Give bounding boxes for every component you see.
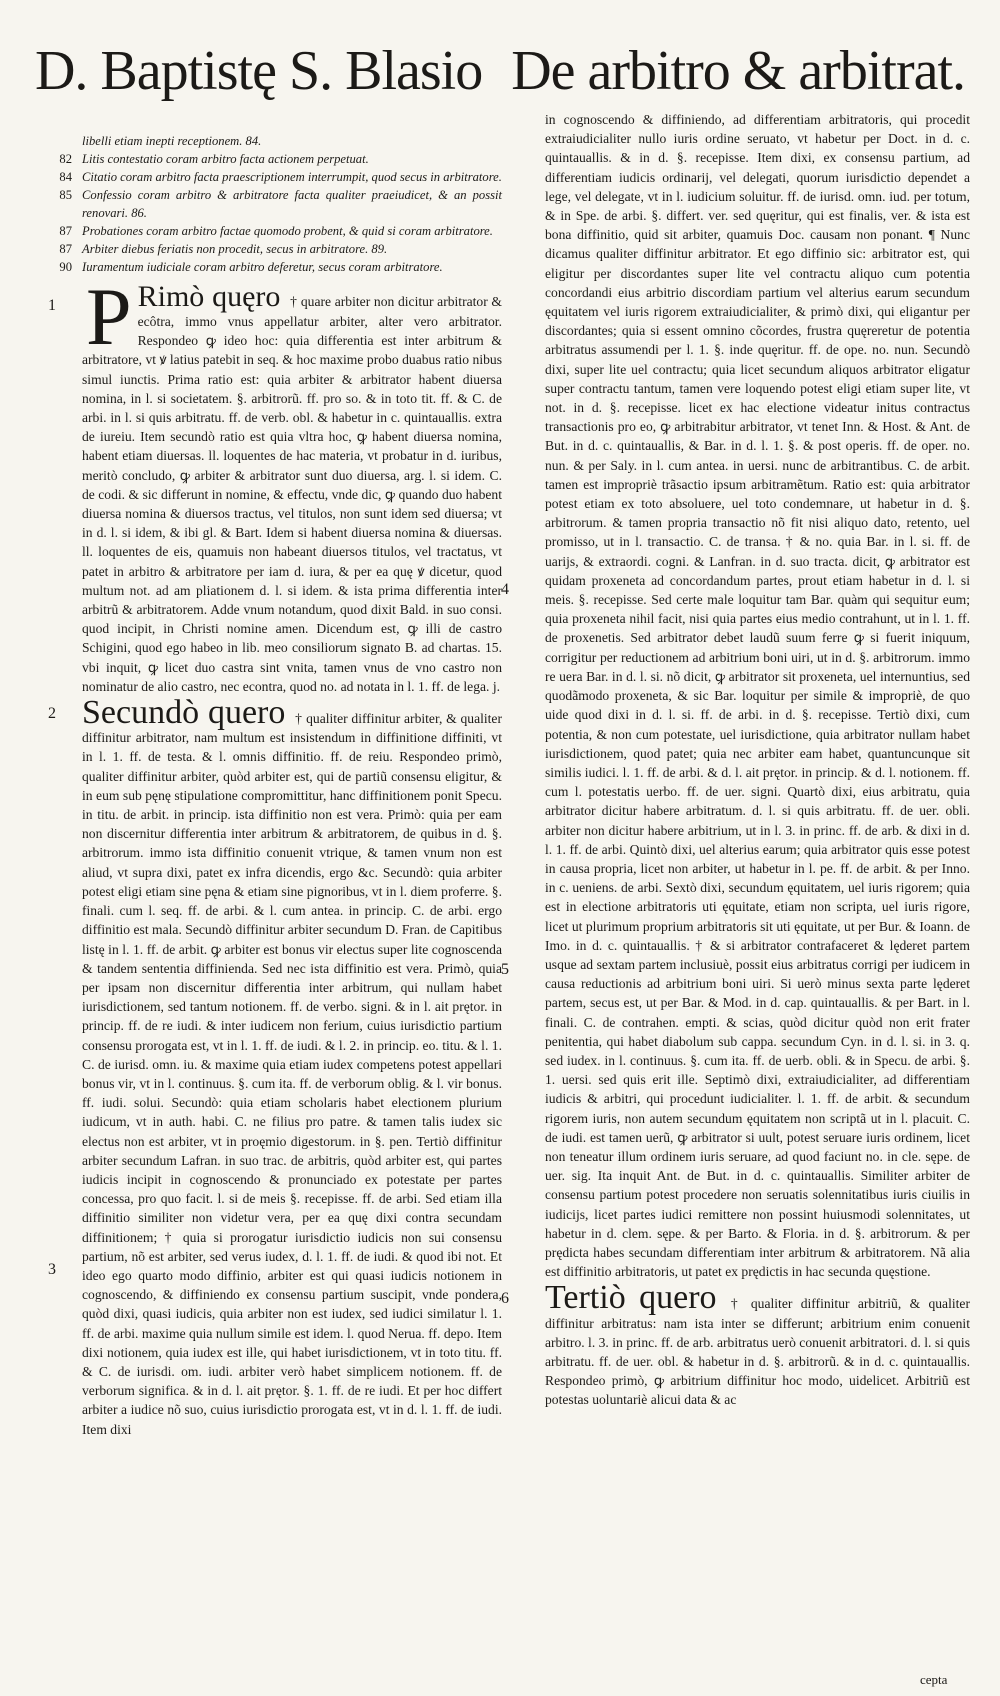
left-column (48, 132, 502, 1441)
running-title: De arbitro & arbitrat. (511, 40, 966, 102)
summary-text: Confessio coram arbitro & arbitratore facta qualiter praeiudicet, & an possit renovari. 86. (82, 188, 502, 220)
question-third (501, 1279, 970, 1409)
summary-text: Citatio coram arbitro facta praescriptionem interrumpit, quod secus in arbitratore. (82, 170, 502, 184)
summary-text: Arbiter diebus feriatis non procedit, secus in arbitratore. 89. (82, 242, 388, 256)
summary-item (59, 186, 502, 222)
marginal-number: 5 (501, 961, 509, 978)
summary-text: Probationes coram arbitro factae quomodo probent, & quid si coram arbitratore. (82, 224, 493, 238)
summary-number: 87 (59, 224, 72, 238)
question-rubric: Rimò quęro (137, 280, 281, 313)
drop-capital: P (86, 271, 132, 362)
marginal-number: 3 (48, 1260, 56, 1278)
marginal-number: 4 (501, 581, 509, 598)
running-author: D. Baptistę S. Blasio (34, 40, 483, 102)
question-second (48, 694, 502, 1439)
summary-text: Litis contestatio coram arbitro facta actionem perpetuat. (82, 152, 369, 166)
question-first (48, 271, 502, 696)
summary-list (59, 132, 502, 276)
summary-item (59, 240, 502, 258)
summary-number: 84 (59, 170, 72, 184)
marginal-number: 1 (48, 297, 56, 314)
body-text: in cognoscendo & diffiniendo, ad differentiam arbitratoris, qui procedit extraiudicialiter nullo iuris ordine seruato, vt habetur per Doct. in d. c. quintauallis. & in d. §. recepisse. Item dixi, ex consensu partium, ad differentiam iudicis ordinarij, vel delegati, quorum iurisdictio dependet a lege, vel delegate, vt in l. iudicium soluitur. ff. de iurisd. omn. iud. per totum, & in Spe. de arbi. §. differt. ver. sed quęritur, qui est finalis, ver. & ista est bona diffinitio, quid sit arbiter, quamuis Doc. causam non ponant. ¶ Nunc dicamus qualiter diffinitur arbitrator. Et ego diffinio sic: arbitrator est, qui eligitur per discordantes super lite vel contractu aliquo cum potentia concordandi eius arbitrio discordiam partium vel alterius earum secundum ęquitatem vel iuris rigorem extraiudicialiter, & primò dixi, qui eligantur per discordantes; quia si essent omnino cõcordes, frustra quęreretur de potentia arbitratus assumendi per l. 1. §. inde quęritur. ff. de ope. no. nun. Secundò dixi, super lite uel contractu; quia licet secundum aliquos arbitrator eligatur super contractu tantum, tamen vere loquendo potest eligi etiam super lite, vt not. in d. §. recepisse. licet ex hac electione videatur initus contractus transactionis pro eo, ꝙ arbitrabitur arbitrator, vt tenet Inn. & Host. & Ant. de But. in d. c. quintauallis, & Bar. in d. l. 1. §. & post operis. ff. de oper. no. nun. & per Saly. in l. cum antea. in uersi. nunc de arbitrantibus. C. de arbit. tamen est impropriè trãsactio ipsum arbitramẽtum. Ratio est: quia arbitrator potest etiam ex toto absoluere, uel toto condemnare, ut habetur in d. §. arbitrorum. & tamen propria transactio nõ fit nisi aliquo dato, retento, uel promisso, ut in l. transactio. C. de transa. † & no. quia Bar. in l. si. ff. de uarijs, & extraordi. cogni. & Lanfran. in d. suo tracta. dicit, ꝙ arbitrator est quidam proxeneta ad concordandum partes, prout etiam habetur in d. l. si meis. §. recepisse. Sed certe male loquitur tam Bar. quàm qui sequitur eum; quia proxeneta nihil facit, nisi quia partes eius medio contrahunt, ut in l. 1. ff. de proxenetis. Sed arbitrator debet laudũ suum ferre ꝙ si fuerit iniquum, corrigitur per reductionem ad arbitrium boni uiri, ut in d. §. arbitrorum. immo re uera Bar. in d. l. si. nõ dicit, ꝙ arbitrator sit proxeneta, uel internuntius, sed quodãmodo proxeneta, & sic Bar. loquitur per simile & impropriè, de quo uide quod dixi in d. l. si. ff. de arbi. in d. §. recepisse. Tertiò dixi, cum potentia, & non cum potestate, uel iurisdictione, quia arbitrator nullam habet iurisdictionem, quod patet; quia nec arbiter eam habet, quantuncunque sit similis iudici. l. 1. ff. de arbi. & d. l. ait prętor. in princip. & d. l. notionem. ff. cum l. potestatis uerbo. ff. de uer. signi. Quartò dixi, eius arbitratu, quia arbitrator dicitur habere arbitratum. d. l. si quis arbitratu. ff. de uer. obli. arbiter non dicitur habere arbitrium, ut in l. 3. in princ. ff. de arb. & dixi in d. l. 1. ff. de arbi. Quintò dixi, uel alterius earum; quia arbitrator quis esse potest in causa propria, licet non arbiter, ut habetur in l. pe. ff. de arbit. & per Inno. in c. ueniens. de arbi. Sextò dixi, secundum ęquitatem, uel iuris rigorem; quia est in electione arbitratoris uti ęquitate, etiam non scripta, uel iuris rigore, licet ut plurimum proprium arbitratoris sit uti ęquitate, ut per Bur. & Ioann. de Imo. in d. c. quintauallis. † & si arbitrator contrafaceret & lęderet partem usque ad sextam partem inclusiuè, possit eius arbitratus corrigi per iudicem in causa reductionis ad arbitrium boni uiri. Si uerò minus sexta parte lęderet partem, secus est, ut per Bar. & Mod. in d. cap. quintauallis. & per Bart. in l. finali. C. de contrahen. empti. & scias, quòd dicitur quòd non erit frater penitentia, qui habet diabolum sub cappa. secundum Cyn. in d. l. si. in 3. q. sed iudex. in l. continuus. §. cum ita. ff. de uerb. obli. & in Specu. de arbi. §. 1. uersi. sed quis erit ille. Septimò dixi, extraiudicialiter, ad differentiam iudicis & arbitri, qui procedunt iudicialiter. l. 1. ff. de arbit. & secundum rigorem iuris, non autem secundum ęquitatem non scriptã ut in l. placuit. C. de iudi. est tamen uerũ, ꝙ arbitrator si uult, potest seruare iuris ordinem, licet non teneatur illum ordinem iuris seruare, ad quod faciunt no. in cle. sępe. de uer. sig. Ita inquit Ant. de But. in d. c. quintauallis. Similiter arbiter de consensu partium potest procedere non seruatis solennitatibus iuris ciuilis in iudicijs, licet partes iudici remittere non possint huiusmodi solennitates, ut habetur in d. clem. sępe. & per Barto. & Floria. in d. §. arbitrorum. & per prędicta habes secundam differentiam inter arbitrum & arbitratorem. Nã alia est diffinitio arbitratoris, ut patet ex prędictis in hac secunda quęstione. (545, 112, 970, 1280)
summary-item (82, 132, 502, 150)
question-rubric: Tertiò quero (545, 1279, 717, 1317)
question-text: † quare arbiter non dicitur arbitrator & ecôtra, immo vnus appellatur arbiter, alter vero arbitrator. Respondeo ꝙ ideo hoc: quia differentia est inter arbitrum & arbitratore, vt ꝟ latius patebit in seq. & hoc maxime probo duabus ratio nibus simul iunctis. Prima ratio est: quia arbiter & arbitrator habent diuersa nomina, in l. si societatem. §. arbitrorũ. ff. pro so. & in toto tit. ff. & C. de arbi. in l. si quis arbitratu. ff. de verb. obl. & habetur in c. quintauallis. extra de iureiu. Item secundò ratio est quia vltra hoc, ꝙ habent diuersa nomina, habent etiam diuersas. ll. loquentes de hac materia, vt probatur in d. iuribus, meritò concludo, ꝙ arbiter & arbitrator sunt duo diuersa, arg. l. si idem. C. de codi. & sic differunt in nomine, & effectu, vnde dic, ꝙ quando duo habent diuersa nomina & diuersos tractus, vel titulos, non sunt idem sed diuersa; vt in d. l. si idem, & ibi gl. & Bart. Idem si habent diuersa nomina & diuersas. ll. loquentes de eis, quamuis non habeant diuersos titulos, vel tractatus, vt patet in arbitro & arbitratore per iam d. iura, & per ea quę ꝟ dicetur, quod multum not. ad am pliationem d. l. si idem. & ista prima differentia inter arbitrũ & arbitratorem. Adde vnum notandum, quod dixit Bald. in suo consi. quod incipit, in Christi nomine amen. Dicendum est, ꝙ illi de castro Schigini, quod ego habeo in lib. meo consiliorum signato B. ad chartas. 15. vbi inquit, ꝙ licet duo castra sint vnita, tamen vnus de vno castro non nominatur de alio castro, nec econtra, quod no. ad notata in l. 1. ff. de lega. j. (82, 294, 502, 694)
summary-item (59, 168, 502, 186)
summary-number: 82 (59, 152, 72, 166)
question-text: † qualiter diffinitur arbiter, & qualiter diffinitur arbitrator, nam multum est insistendum in diffinitione diffiniti, vt in l. 1. ff. de testa. & l. omnis diffinitio. ff. de reiu. Respondeo primò, qualiter diffinitur arbiter, quòd arbiter est, qui de partiũ consensu eligitur, & in eum sub pęnę stipulatione compromittitur, hanc diffinitionem ponit Specu. in titu. de arbit. in princip. ista diffinitio non est vera. Primò: quia per eam non discernitur differentia inter arbitrum & arbitratorem, de quibus in d. §. arbitrorum. immo ista diffinitio conuenit vtrique, & tamen vnum non est aliud, vt supra dixi, patet ex infra dicendis, ergo &c. Secundò: quia arbiter potest eligi etiam sine pęna & etiam sine pignoribus, vt in l. diem proferre. §. finali. cum l. seq. ff. de arbi. & l. cum antea. in princip. C. de arbi. ergo diffinitio est mala. Secundò diffinitur arbiter secundum D. Fran. de Capitibus listę in l. 1. ff. de arbit. ꝙ arbiter est bonus vir electus super lite cognoscenda & tandem sententia diffinienda. Sed nec ista diffinitio est vera. Primò, quia per ipsam non discernitur differentia inter arbitrum, qui nullam habet iurisdictionem, sed tantum notionem. ff. de verbo. signi. & in l. ait prętor. in princip. ff. de re iudi. & inter iudicem non ferium, cuius iurisdictio partium consensu prorogata est, vt in l. 1. ff. de iudi. & l. 2. in princip. eo. titu. & l. 1. C. de iurisd. omn. iu. & maxime quia etiam iudex competens potest appellari bonus vir, vt in l. continuus. §. cum ita. ff. de verborum oblig. & l. vir bonus. ff. iudi. solui. Secundò: quia etiam scholaris habet electionem plurium iudicum, vt in auth. habi. C. ne filius pro patre. & tamen talis iudex sic electus non est arbiter, vt in proęmio digestorum. in §. pen. Tertiò diffinitur arbiter secundum Lafran. in suo trac. de arbitris, quòd arbiter est, qui partes iudicis incipit in cognoscendo & pronunciado ex potestate per partes concessa, pro quo facit. l. si de meis §. recepisse. ff. de arbi. Sed etiam illa diffinitio similiter non videtur vera, per ea quę dixi contra secundam diffinitionem; † quia si prorogatur iurisdictio iudicis non sui consensu partium, nõ est arbiter, sed verus iudex, d. l. 1. ff. de iudi. & quod ibi not. Et ideo ego quarto modo diffinio, arbiter est qui quasi iudicis notionem in cognoscendo, & diffiniendo ex consensu partium suscipit, vnde pondera, quòd dixi, quasi iudicis, quia arbiter non est iudex, sed iudici similatur l. 1. ff. de arbi. maxime quia nullum simile est idem. l. quod Nerua. ff. depo. Item dixi notionem, quia iudex est ille, qui habet iurisdictionem, vt in toto titu. ff. & C. de iurisdi. om. iudi. arbiter verò habet simplicem notionem. ff. de verborum significa. & in d. l. ait prętor. §. 1. ff. de re iudi. Et per hoc differt arbiter a iudice nõ suo, cuius iurisdictio prorogata est, vt in d. l. 1. ff. de iudi. Item dixi (82, 711, 502, 1437)
page-header (0, 38, 1000, 104)
summary-item (59, 258, 502, 276)
question-text: † qualiter diffinitur arbitriũ, & qualiter diffinitur arbitratus: nam ista inter se differunt; arbitrium enim conuenit arbitro. l. 3. in princ. ff. de arb. arbitratus uerò conuenit arbitratori. d. l. si quis arbitratu. ff. de uer. obl. & habetur in d. §. arbitrorũ. & in d. c. quintauallis. Respondeo primò, ꝙ arbitrium diffinitur hoc modo, uidelicet. Arbitriũ est potestas uoluntariè alicui data & ac (545, 1296, 970, 1408)
summary-number: 87 (59, 242, 72, 256)
summary-number: 90 (59, 260, 72, 274)
summary-item (59, 150, 502, 168)
question-rubric: Secundò quero (82, 694, 286, 732)
right-column (501, 110, 970, 1412)
summary-item (59, 222, 502, 240)
marginal-number: 6 (501, 1290, 509, 1308)
catchword: cepta (920, 1672, 948, 1687)
marginal-number: 2 (48, 705, 56, 723)
summary-text: libelli etiam inepti receptionem. 84. (82, 134, 262, 148)
summary-text: Iuramentum iudiciale coram arbitro deferetur, secus coram arbitratore. (82, 260, 443, 274)
summary-number: 85 (59, 188, 72, 202)
arbitrator-definition (501, 110, 970, 1281)
